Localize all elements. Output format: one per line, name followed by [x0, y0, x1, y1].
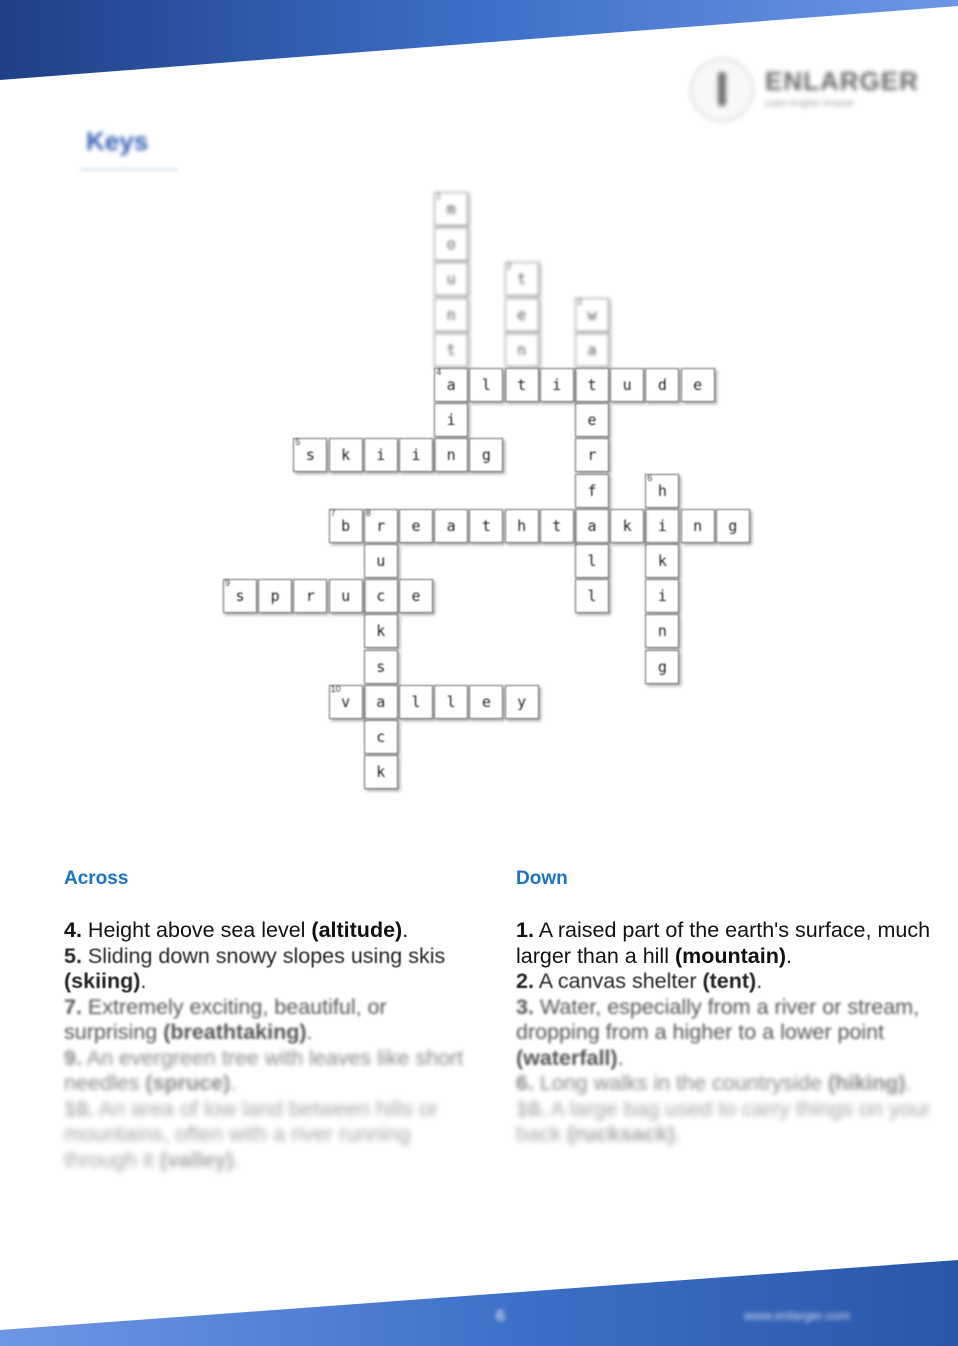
cell-letter: a	[446, 516, 456, 535]
cell-letter: e	[411, 516, 421, 535]
cell-letter: l	[587, 552, 597, 570]
cell-letter: n	[693, 516, 703, 535]
clue-number: 4	[436, 367, 442, 377]
clue-answer: (rucksack)	[567, 1122, 675, 1146]
crossword-cell	[364, 579, 398, 613]
cell-letter: u	[341, 587, 351, 606]
cell-letter: t	[587, 376, 597, 394]
cell-letter: i	[446, 411, 456, 430]
crossword-cell	[258, 579, 292, 613]
crossword-cell	[645, 614, 679, 648]
clue-answer: (breathtaking)	[163, 1020, 307, 1044]
clue-end: .	[140, 969, 147, 993]
crossword-cell	[575, 333, 609, 367]
crossword-cell	[364, 755, 398, 789]
clue-end: .	[617, 1045, 624, 1070]
cell-letter: s	[235, 587, 245, 606]
cell-letter: c	[376, 728, 386, 746]
cell-letter: b	[341, 516, 351, 535]
cell-letter: c	[376, 587, 386, 606]
crossword-cell	[610, 368, 644, 402]
clue-answer: (mountain)	[674, 943, 787, 968]
crossword-cell	[364, 685, 398, 719]
clue-number: 5.	[64, 943, 82, 968]
clue-end: .	[233, 1147, 240, 1172]
crossword-cell	[293, 438, 327, 472]
cell-letter: e	[587, 411, 597, 430]
clue-item	[64, 1046, 484, 1097]
clue-end: .	[756, 969, 763, 993]
cell-letter: r	[587, 446, 597, 465]
cell-letter: i	[657, 516, 667, 535]
crossword-cell	[469, 685, 503, 719]
clue-number: 4.	[64, 918, 82, 942]
crossword-cell	[364, 438, 398, 472]
clue-number: 9	[225, 578, 231, 589]
cell-letter: k	[622, 516, 632, 535]
crossword-cell	[329, 438, 363, 472]
cell-letter: a	[446, 376, 456, 394]
cell-letter: u	[446, 270, 456, 289]
crossword-cell	[223, 579, 257, 613]
page-number: 6	[496, 1308, 505, 1325]
logo-tagline: Learn English Smarter	[765, 98, 855, 108]
cell-letter: v	[341, 692, 351, 711]
crossword-cell	[399, 685, 433, 719]
cell-letter: g	[728, 516, 738, 535]
crossword-cell	[505, 298, 539, 332]
clue-text: A canvas shelter	[533, 969, 703, 993]
clue-text: An area of low land between hills or mountains, often with a river running through it	[64, 1096, 439, 1172]
cell-letter: m	[446, 200, 456, 218]
clue-item	[516, 995, 936, 1072]
clue-answer: (waterfall)	[516, 1045, 618, 1070]
clue-number: 10.	[516, 1096, 546, 1121]
cell-letter: t	[446, 340, 456, 359]
crossword-cell	[399, 509, 433, 543]
crossword-cell	[575, 509, 609, 543]
clue-number: 5	[295, 437, 301, 448]
crossword-cell	[645, 544, 679, 578]
clue-end: .	[402, 918, 409, 942]
clue-item	[64, 1097, 484, 1174]
cell-letter: e	[693, 376, 703, 394]
crossword-cell	[469, 368, 503, 402]
clue-end: .	[786, 943, 792, 968]
down-clues	[516, 918, 936, 1148]
cell-letter: n	[517, 340, 527, 359]
cell-letter: l	[446, 692, 456, 711]
cell-letter: l	[411, 692, 421, 711]
crossword-cell	[434, 685, 468, 719]
clue-answer: (skiing)	[64, 969, 141, 993]
down-heading: Down	[516, 868, 568, 889]
clue-item	[64, 918, 484, 944]
cell-letter: k	[341, 446, 351, 465]
crossword-cell	[293, 579, 327, 613]
crossword-cell	[575, 403, 609, 437]
cell-letter: n	[446, 446, 456, 465]
clue-number: 8	[365, 507, 371, 518]
clue-text: Height above sea level	[81, 918, 312, 942]
cell-letter: h	[517, 516, 527, 535]
cell-letter: s	[376, 657, 386, 676]
cell-letter: t	[517, 376, 527, 394]
crossword-cell	[434, 192, 468, 226]
clue-answer: (hiking)	[827, 1071, 906, 1095]
clue-item	[516, 1097, 936, 1148]
clue-text: Long walks in the countryside	[533, 1071, 828, 1095]
clue-number: 6	[647, 472, 653, 483]
clue-end: .	[674, 1122, 681, 1146]
cell-letter: i	[411, 446, 421, 465]
clue-number: 1.	[516, 918, 534, 942]
crossword-cell	[329, 579, 363, 613]
crossword-cell	[434, 262, 468, 296]
crossword-cell	[540, 509, 574, 543]
cell-letter: l	[587, 587, 597, 606]
cell-letter: s	[305, 446, 315, 465]
crossword-cell	[364, 650, 398, 684]
clue-item	[64, 995, 484, 1046]
crossword-cell	[434, 403, 468, 437]
crossword-cell	[364, 720, 398, 754]
cell-letter: i	[657, 587, 667, 606]
clue-answer: (spruce)	[145, 1071, 231, 1095]
cell-letter: l	[481, 376, 491, 394]
cell-letter: w	[587, 305, 597, 324]
clue-text: Water, especially from a river or stream, dropping from a higher to a lower point	[516, 994, 920, 1044]
clue-item	[516, 918, 936, 969]
clue-number: 2.	[516, 969, 534, 993]
clue-end: .	[905, 1071, 912, 1095]
cell-letter: t	[552, 516, 562, 535]
clue-item	[516, 969, 936, 995]
crossword-cell	[575, 438, 609, 472]
clue-end: .	[306, 1020, 313, 1044]
clue-number: 1	[436, 191, 442, 201]
cell-letter: u	[376, 552, 386, 570]
crossword-cell	[505, 685, 539, 719]
cell-letter: a	[587, 516, 597, 535]
crossword-cell	[575, 474, 609, 508]
crossword-cell	[505, 509, 539, 543]
crossword-cell	[681, 509, 715, 543]
clue-text: An evergreen tree with leaves like short needles	[64, 1045, 464, 1095]
cell-letter: t	[517, 270, 527, 289]
clue-number: 10	[330, 683, 341, 694]
cell-letter: u	[622, 376, 632, 394]
footer-site: www.enlarger.com	[744, 1308, 851, 1323]
logo-text: ENLARGER	[765, 66, 919, 96]
crossword-cell	[505, 333, 539, 367]
cell-letter: a	[376, 692, 386, 711]
clue-answer: (tent)	[702, 969, 757, 993]
cell-letter: e	[481, 692, 491, 711]
cell-letter: e	[517, 305, 527, 324]
cell-letter: k	[376, 763, 386, 782]
clue-end: .	[230, 1071, 237, 1095]
crossword-cell	[645, 650, 679, 684]
crossword-cell	[540, 368, 574, 402]
crossword-cell	[681, 368, 715, 402]
crossword-cell	[645, 579, 679, 613]
crossword-cell	[434, 509, 468, 543]
clue-number: 6.	[516, 1071, 534, 1095]
cell-letter: k	[657, 552, 667, 570]
cell-letter: h	[657, 481, 667, 500]
clue-item	[64, 944, 484, 995]
across-clues	[64, 918, 484, 1173]
clue-number: 9.	[64, 1045, 82, 1070]
cell-letter: p	[270, 587, 280, 606]
crossword-cell	[505, 368, 539, 402]
clue-item	[516, 1071, 936, 1097]
crossword-cell	[434, 227, 468, 261]
cell-letter: g	[657, 657, 667, 676]
crossword-cell	[716, 509, 750, 543]
crossword-cell	[434, 333, 468, 367]
cell-letter: g	[481, 446, 491, 465]
crossword-cell	[469, 509, 503, 543]
crossword-cell	[645, 509, 679, 543]
cell-letter: o	[446, 235, 456, 254]
cell-letter: k	[376, 622, 386, 641]
clue-number: 3	[577, 296, 583, 307]
crossword-cell	[469, 438, 503, 472]
crossword-cell	[610, 509, 644, 543]
crossword-cell	[329, 509, 363, 543]
cell-letter: y	[517, 692, 527, 711]
cell-letter: d	[657, 376, 667, 394]
clue-number: 10.	[64, 1096, 94, 1121]
cell-letter: a	[587, 340, 597, 359]
clue-number: 7	[330, 507, 336, 518]
crossword-cell	[575, 298, 609, 332]
cell-letter: i	[376, 446, 386, 465]
clue-number: 7.	[64, 994, 82, 1019]
crossword-cell	[364, 544, 398, 578]
crossword-cell	[399, 579, 433, 613]
crossword-cell	[399, 438, 433, 472]
crossword-cell	[434, 298, 468, 332]
crossword-cell	[505, 262, 539, 296]
clue-answer: (valley)	[159, 1147, 234, 1172]
clue-text: Extremely exciting, beautiful, or surprising	[64, 994, 387, 1044]
clue-text: A large bag used to carry things on your back	[516, 1096, 931, 1146]
clue-answer: (altitude)	[311, 918, 403, 942]
crossword-cell	[329, 685, 363, 719]
clue-number: 2	[506, 261, 512, 272]
cell-letter: n	[446, 305, 456, 324]
cell-letter: r	[305, 587, 315, 606]
clue-text: Sliding down snowy slopes using skis	[81, 943, 446, 968]
page-title: Keys	[86, 126, 149, 156]
cell-letter: n	[657, 622, 667, 641]
cell-letter: i	[552, 376, 562, 394]
crossword-cell	[645, 368, 679, 402]
clue-number: 3.	[516, 994, 534, 1019]
crossword-cell	[434, 368, 468, 402]
crossword-cell	[364, 509, 398, 543]
cell-letter: f	[587, 481, 597, 500]
crossword-cell	[575, 368, 609, 402]
across-heading: Across	[64, 868, 129, 889]
crossword-cell	[575, 579, 609, 613]
cell-letter: r	[376, 516, 386, 535]
clue-text: A raised part of the earth's surface, much larger than a hill	[516, 918, 931, 968]
crossword-cell	[645, 474, 679, 508]
crossword-cell	[575, 544, 609, 578]
cell-letter: t	[481, 516, 491, 535]
cell-letter: e	[411, 587, 421, 606]
footer-band	[0, 1260, 958, 1346]
crossword-cell	[364, 614, 398, 648]
crossword-cell	[434, 438, 468, 472]
